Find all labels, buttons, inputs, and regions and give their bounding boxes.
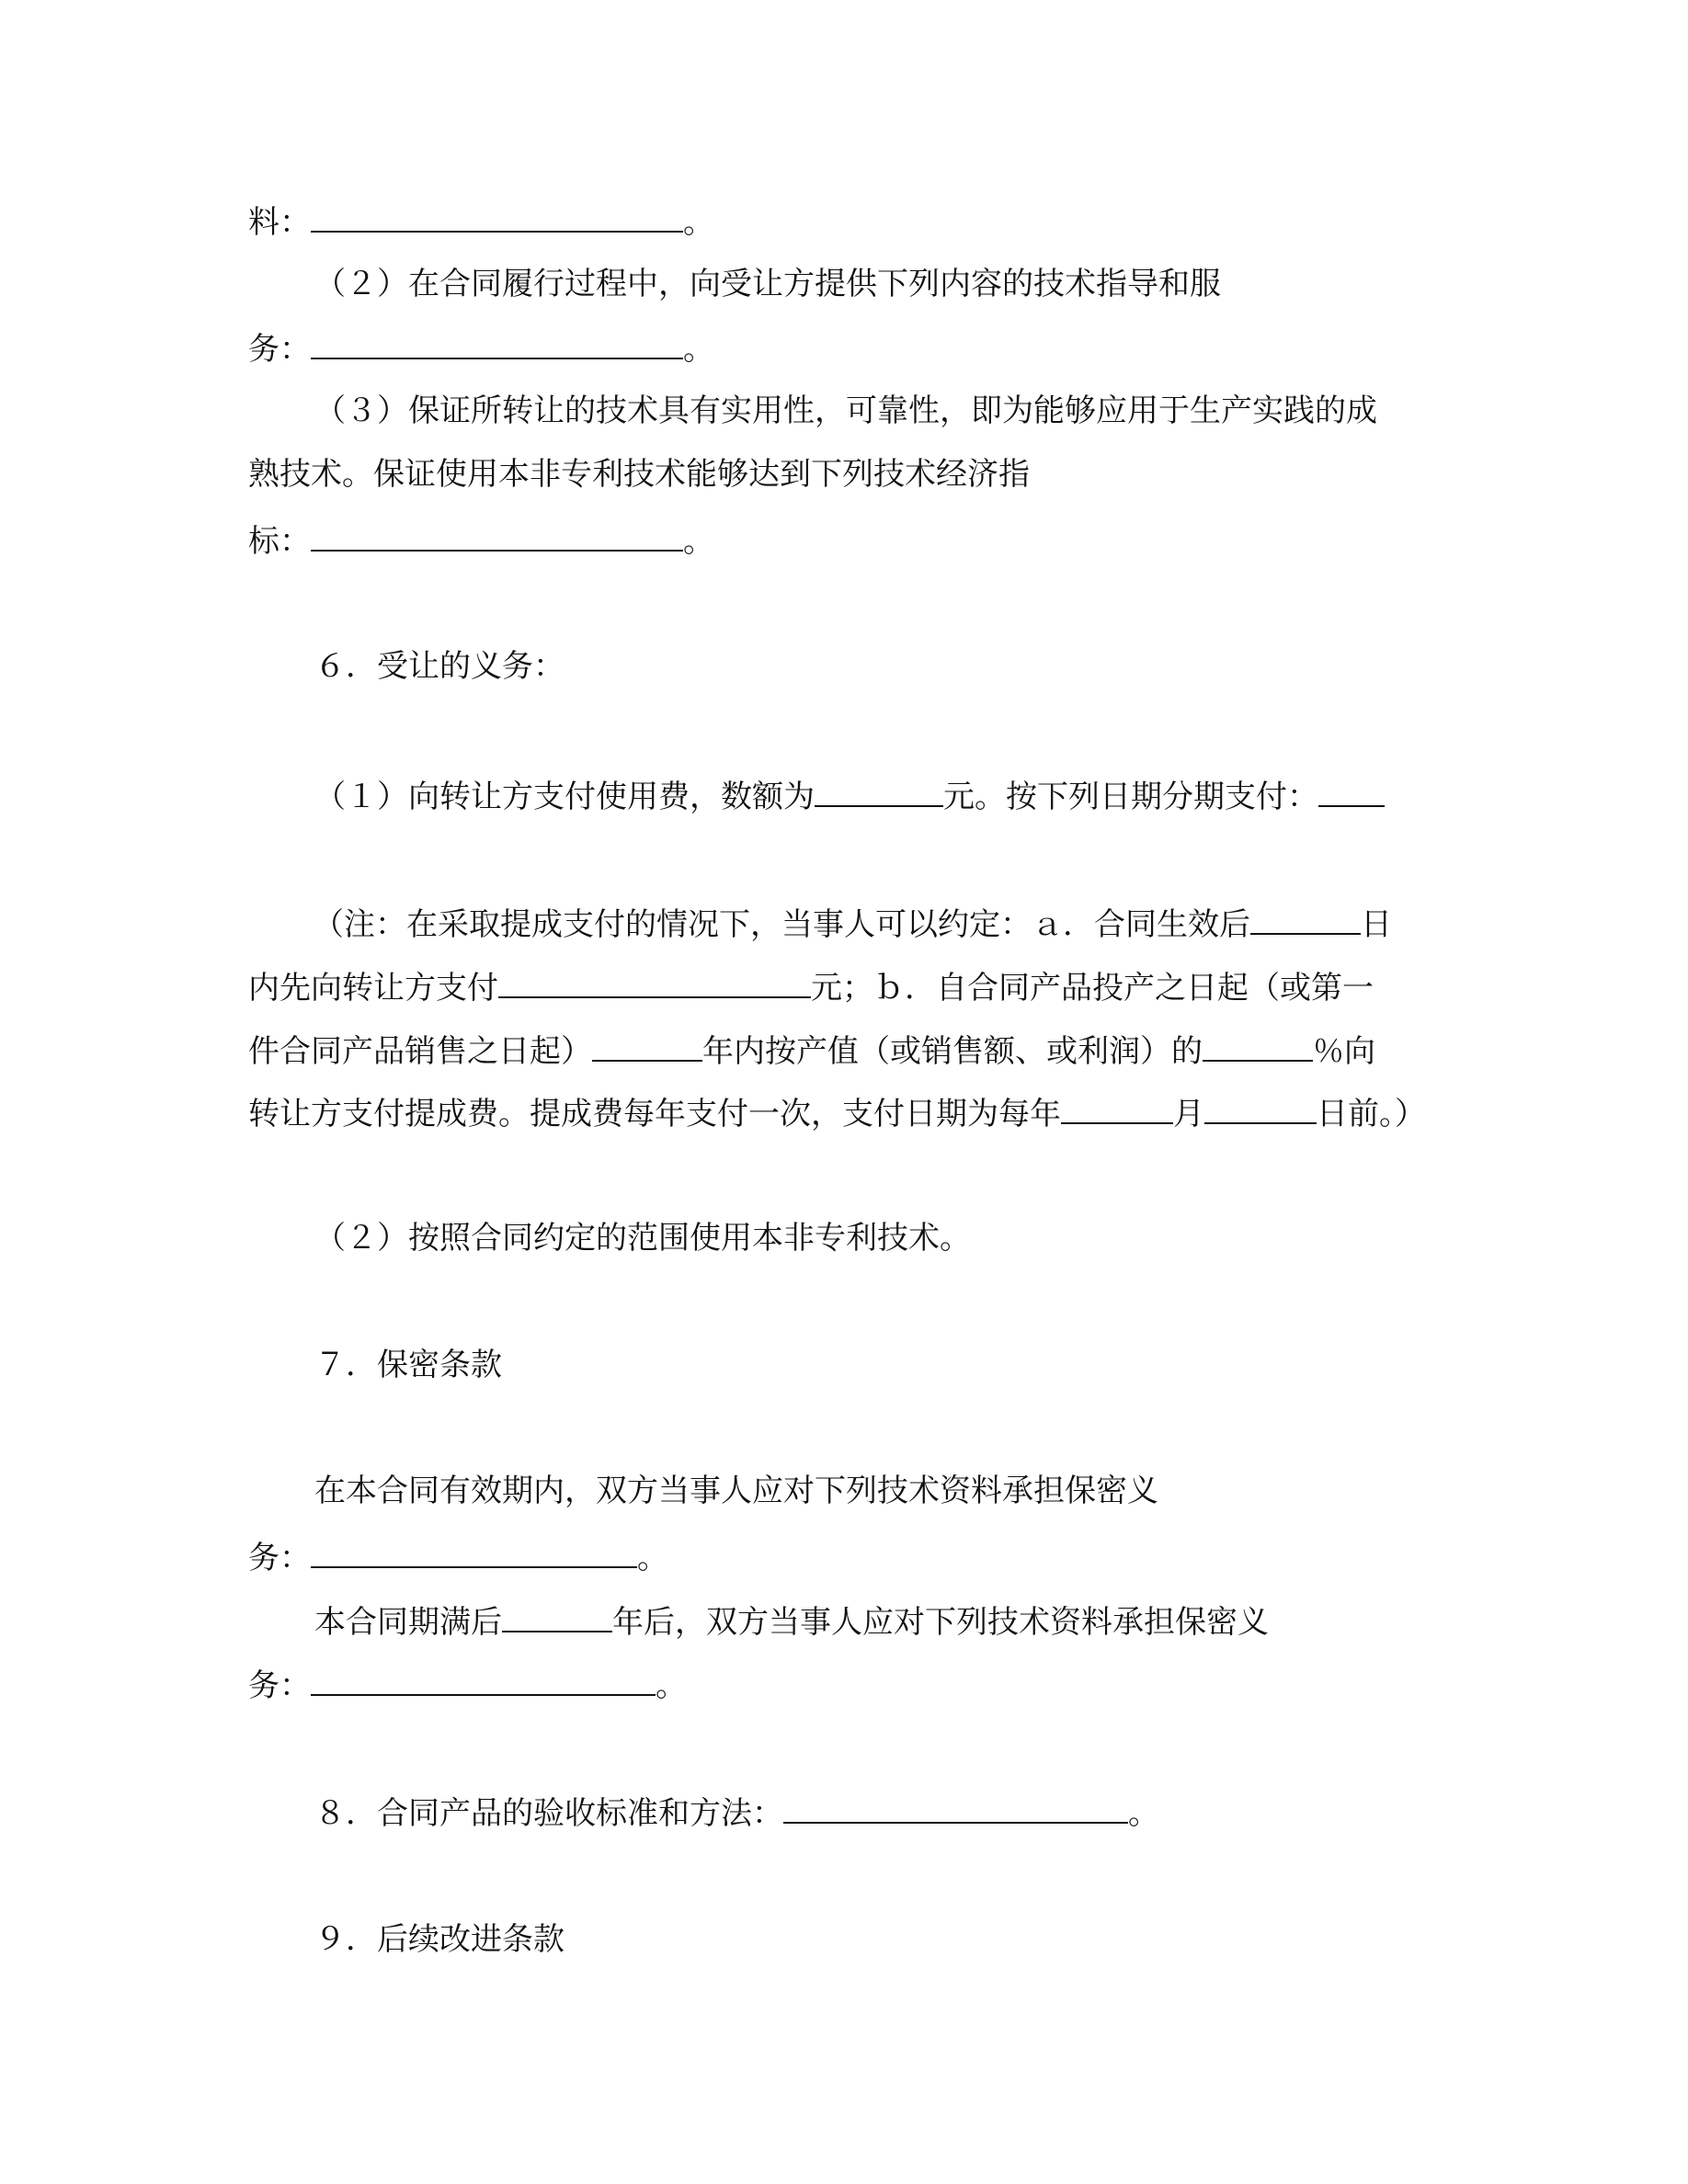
section-heading: ７．保密条款 xyxy=(314,1347,502,1383)
fill-blank[interactable] xyxy=(1061,1091,1173,1124)
fill-blank[interactable] xyxy=(783,1791,1128,1824)
fill-blank[interactable] xyxy=(311,326,683,359)
paragraph-line: （３）保证所转让的技术具有实用性，可靠性，即为能够应用于生产实践的成 xyxy=(314,392,1377,429)
fill-blank[interactable] xyxy=(815,774,943,807)
text-line: 务： 。 xyxy=(248,1535,668,1578)
text-line: 务： 。 xyxy=(248,1663,687,1706)
fill-blank[interactable] xyxy=(311,1663,656,1696)
fill-blank[interactable] xyxy=(498,965,811,998)
fill-blank[interactable] xyxy=(311,1535,637,1568)
fill-blank[interactable] xyxy=(592,1029,702,1062)
paragraph-line: 在本合同有效期内，双方当事人应对下列技术资料承担保密义 xyxy=(314,1473,1158,1509)
section-heading: ６．受让的义务： xyxy=(314,648,565,685)
fill-blank[interactable] xyxy=(1203,1029,1313,1062)
section-heading: ９．后续改进条款 xyxy=(314,1921,565,1958)
text-line: 务： 。 xyxy=(248,326,714,370)
paragraph-line: （２）在合同履行过程中，向受让方提供下列内容的技术指导和服 xyxy=(314,266,1221,302)
text-line: 件合同产品销售之日起） 年内按产值（或销售额、或利润）的 ％向 xyxy=(248,1029,1375,1072)
text-line: 内先向转让方支付 元；ｂ．自合同产品投产之日起（或第一 xyxy=(248,965,1374,1008)
text-line: （１）向转让方支付使用费，数额为 元。按下列日期分期支付： xyxy=(314,774,1385,817)
fill-blank[interactable] xyxy=(1318,774,1385,807)
text-line: ８．合同产品的验收标准和方法： 。 xyxy=(314,1791,1159,1834)
fill-blank[interactable] xyxy=(502,1599,612,1632)
text-line: （注：在采取提成支付的情况下，当事人可以约定：ａ．合同生效后 日 xyxy=(313,902,1392,945)
fill-blank[interactable] xyxy=(1204,1091,1317,1124)
paragraph-line: （２）按照合同约定的范围使用本非专利技术。 xyxy=(314,1220,971,1257)
text-line: 本合同期满后 年后，双方当事人应对下列技术资料承担保密义 xyxy=(314,1599,1269,1643)
text-line: 标： 。 xyxy=(248,518,714,562)
fill-blank[interactable] xyxy=(1250,902,1361,935)
paragraph-line: 熟技术。保证使用本非专利技术能够达到下列技术经济指 xyxy=(248,456,1030,493)
fill-blank[interactable] xyxy=(311,518,683,552)
text-line: 料： 。 xyxy=(248,199,714,243)
text-line: 转让方支付提成费。提成费每年支付一次，支付日期为每年 月 日前。） xyxy=(248,1091,1426,1134)
fill-blank[interactable] xyxy=(311,199,683,233)
